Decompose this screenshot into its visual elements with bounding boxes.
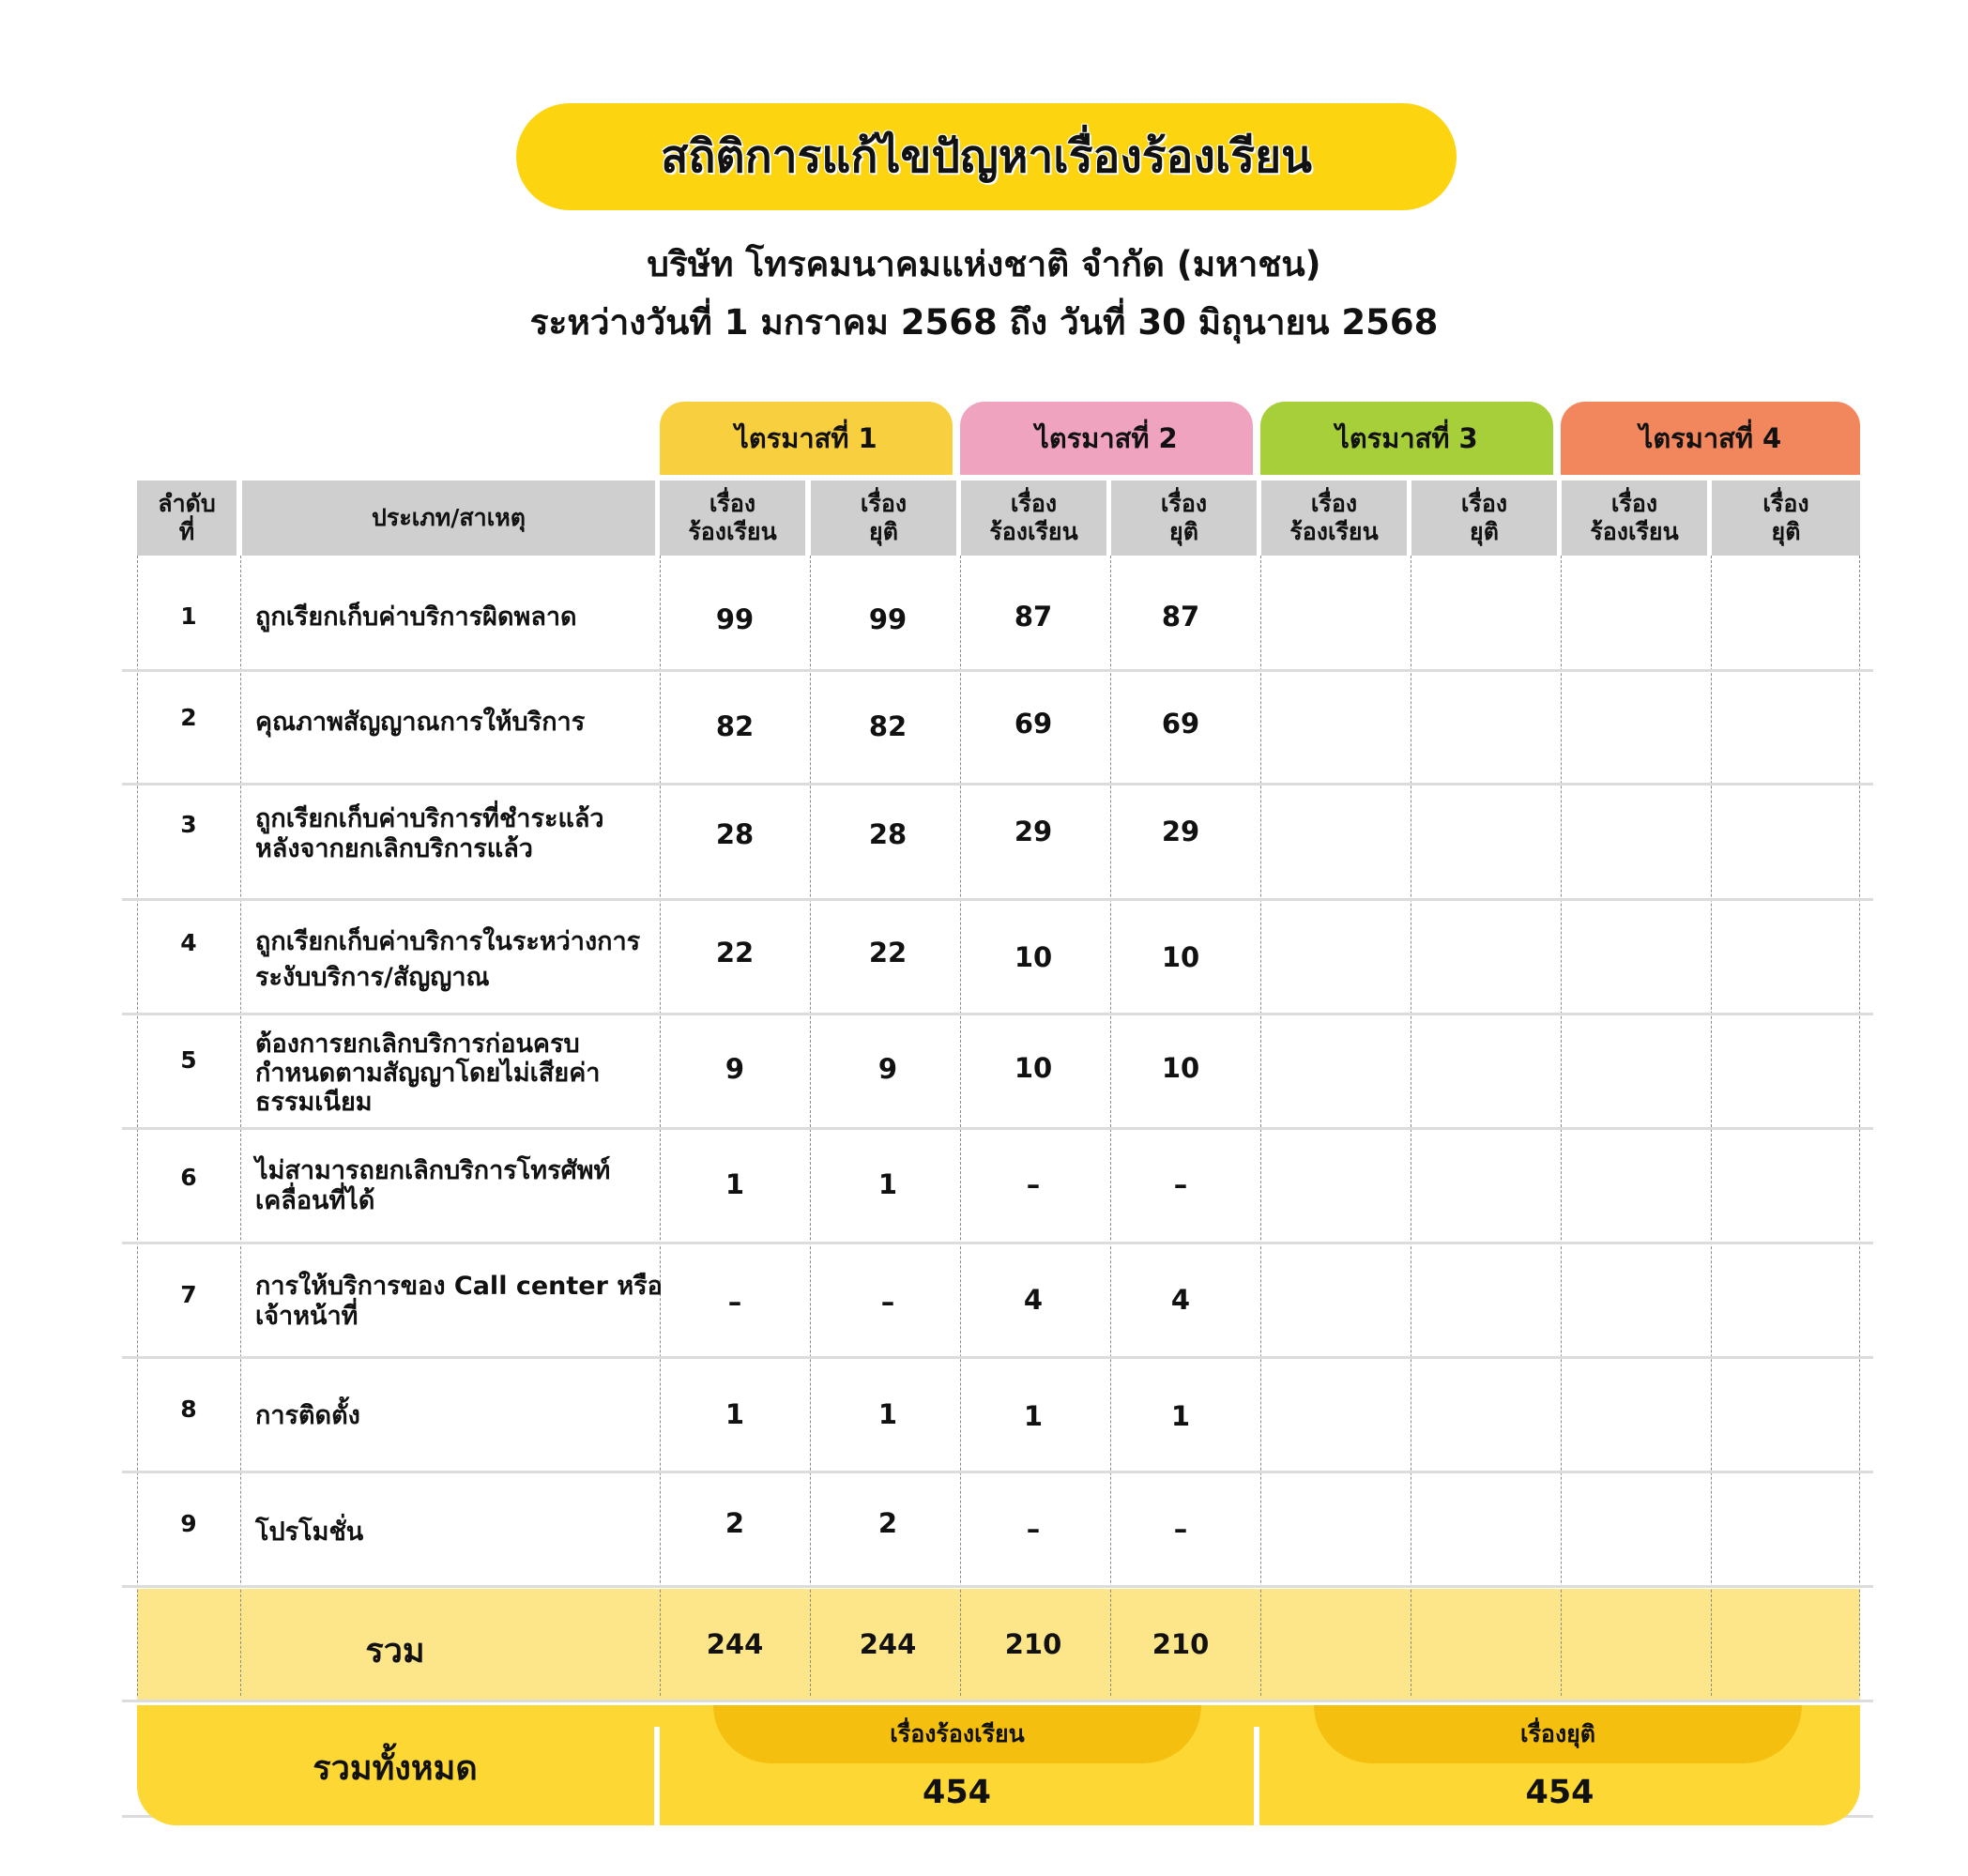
q1-complaints-value: 22	[715, 937, 755, 969]
header-q1-resolved: เรื่อง ยุติ	[811, 480, 956, 556]
row-category: ไม่สามารถยกเลิกบริการโทรศัพท์ เคลื่อนที่ได้	[255, 1156, 611, 1215]
total-q2-complaints: 210	[1004, 1628, 1062, 1660]
q1-resolved-value: 1	[877, 1168, 898, 1200]
q1-complaints-value: 9	[725, 1053, 745, 1085]
q2-resolved-value: 1	[1170, 1400, 1191, 1432]
row-number: 9	[180, 1510, 197, 1537]
q2-resolved-value: –	[1173, 1168, 1188, 1200]
q2-complaints-value: 10	[1014, 1052, 1053, 1084]
row-category: คุณภาพสัญญาณการให้บริการ	[255, 708, 586, 737]
q1-resolved-value: 2	[877, 1507, 898, 1539]
q2-complaints-value: 69	[1014, 708, 1053, 740]
row-divider	[122, 1471, 1873, 1473]
q2-resolved-value: –	[1173, 1513, 1188, 1545]
row-number: 5	[180, 1046, 197, 1074]
row-category: ต้องการยกเลิกบริการก่อนครบ กำหนดตามสัญญาโดยไม่เสียค่า ธรรมเนียม	[255, 1030, 601, 1117]
q2-complaints-value: –	[1026, 1513, 1041, 1545]
resolved-total-tab	[1314, 1705, 1802, 1763]
grid-line	[810, 556, 811, 1696]
q1-complaints-value: 82	[715, 710, 755, 742]
row-divider	[122, 783, 1873, 785]
grid-line	[1561, 556, 1562, 1696]
q2-resolved-value: 87	[1161, 601, 1200, 633]
q1-resolved-value: 99	[868, 603, 908, 635]
header-q1-complaints: เรื่อง ร้องเรียน	[660, 480, 805, 556]
quarter-3-header: ไตรมาสที่ 3	[1260, 402, 1553, 475]
q2-complaints-value: 1	[1023, 1400, 1044, 1432]
row-divider	[122, 1356, 1873, 1359]
header-q2-resolved: เรื่อง ยุติ	[1111, 480, 1257, 556]
q2-complaints-value: 29	[1014, 816, 1053, 847]
row-number: 7	[180, 1281, 197, 1308]
row-category: การติดตั้ง	[255, 1401, 360, 1430]
header-q3-complaints: เรื่อง ร้องเรียน	[1261, 480, 1407, 556]
row-category: ถูกเรียกเก็บค่าบริการในระหว่างการ ระงับบริการ/สัญญาณ	[255, 927, 641, 992]
company-name: บริษัท โทรคมนาคมแห่งชาติ จำกัด (มหาชน)	[647, 244, 1321, 284]
q1-resolved-value: 82	[868, 710, 908, 742]
header-q4-resolved: เรื่อง ยุติ	[1712, 480, 1860, 556]
row-number: 2	[180, 704, 197, 731]
complaints-total-tab	[713, 1705, 1201, 1763]
q2-resolved-value: 69	[1161, 708, 1200, 740]
grid-line	[240, 556, 241, 1696]
q2-complaints-value: –	[1026, 1168, 1041, 1200]
row-number: 4	[180, 929, 197, 956]
row-divider	[122, 1242, 1873, 1244]
q2-resolved-value: 29	[1161, 816, 1200, 847]
total-q1-complaints: 244	[706, 1628, 764, 1660]
q1-complaints-value: 1	[725, 1168, 745, 1200]
q1-complaints-value: 1	[725, 1398, 745, 1430]
header-q3-resolved: เรื่อง ยุติ	[1411, 480, 1557, 556]
quarter-4-header: ไตรมาสที่ 4	[1561, 402, 1860, 475]
q1-complaints-value: 99	[715, 603, 755, 635]
row-category: การให้บริการของ Call center หรือ เจ้าหน้าที่	[255, 1272, 663, 1331]
quarter-2-header: ไตรมาสที่ 2	[960, 402, 1253, 475]
page-title: สถิติการแก้ไขปัญหาเรื่องร้องเรียน	[661, 130, 1312, 183]
total-q2-resolved: 210	[1152, 1628, 1210, 1660]
row-number: 8	[180, 1396, 197, 1423]
quarter-1-header: ไตรมาสที่ 1	[660, 402, 953, 475]
q1-resolved-value: 22	[868, 937, 908, 969]
title-banner	[516, 103, 1457, 210]
total-q1-resolved: 244	[859, 1628, 917, 1660]
q1-resolved-value: –	[880, 1286, 895, 1318]
row-divider	[122, 1700, 1873, 1702]
header-no: ลำดับ ที่	[137, 480, 236, 556]
total-label: รวม	[365, 1632, 425, 1670]
grid-line	[1859, 556, 1860, 1696]
complaints-total-value: 454	[922, 1774, 992, 1811]
q1-resolved-value: 1	[877, 1398, 898, 1430]
row-divider	[122, 1013, 1873, 1015]
q1-complaints-value: 28	[715, 818, 755, 850]
header-category: ประเภท/สาเหตุ	[242, 480, 655, 556]
grand-total-label: รวมทั้งหมด	[313, 1749, 478, 1788]
row-divider	[122, 898, 1873, 901]
grid-line	[1260, 556, 1261, 1696]
q1-complaints-value: –	[727, 1286, 742, 1318]
row-number: 6	[180, 1164, 197, 1191]
q1-resolved-value: 28	[868, 818, 908, 850]
row-divider	[122, 669, 1873, 672]
header-q2-complaints: เรื่อง ร้องเรียน	[961, 480, 1106, 556]
row-divider	[122, 1127, 1873, 1130]
row-divider	[122, 1585, 1873, 1588]
q1-complaints-value: 2	[725, 1507, 745, 1539]
row-category: ถูกเรียกเก็บค่าบริการผิดพลาด	[255, 602, 577, 632]
row-category: ถูกเรียกเก็บค่าบริการที่ชำระแล้ว หลังจากยกเลิกบริการแล้ว	[255, 804, 604, 863]
q2-complaints-value: 10	[1014, 941, 1053, 973]
q2-resolved-value: 10	[1161, 941, 1200, 973]
report-period: ระหว่างวันที่ 1 มกราคม 2568 ถึง วันที่ 30 มิถุนายน 2568	[529, 302, 1439, 343]
header-q4-complaints: เรื่อง ร้องเรียน	[1562, 480, 1707, 556]
q2-resolved-value: 10	[1161, 1052, 1200, 1084]
resolved-total-label: เรื่องยุติ	[1519, 1720, 1596, 1747]
resolved-total-value: 454	[1525, 1774, 1594, 1811]
q1-resolved-value: 9	[877, 1053, 898, 1085]
grid-line	[1711, 556, 1712, 1696]
row-category: โปรโมชั่น	[255, 1518, 364, 1547]
q2-complaints-value: 4	[1023, 1284, 1044, 1316]
row-number: 1	[180, 602, 197, 630]
q2-resolved-value: 4	[1170, 1284, 1191, 1316]
q2-complaints-value: 87	[1014, 601, 1053, 633]
row-number: 3	[180, 811, 197, 838]
complaints-total-label: เรื่องร้องเรียน	[890, 1720, 1025, 1747]
